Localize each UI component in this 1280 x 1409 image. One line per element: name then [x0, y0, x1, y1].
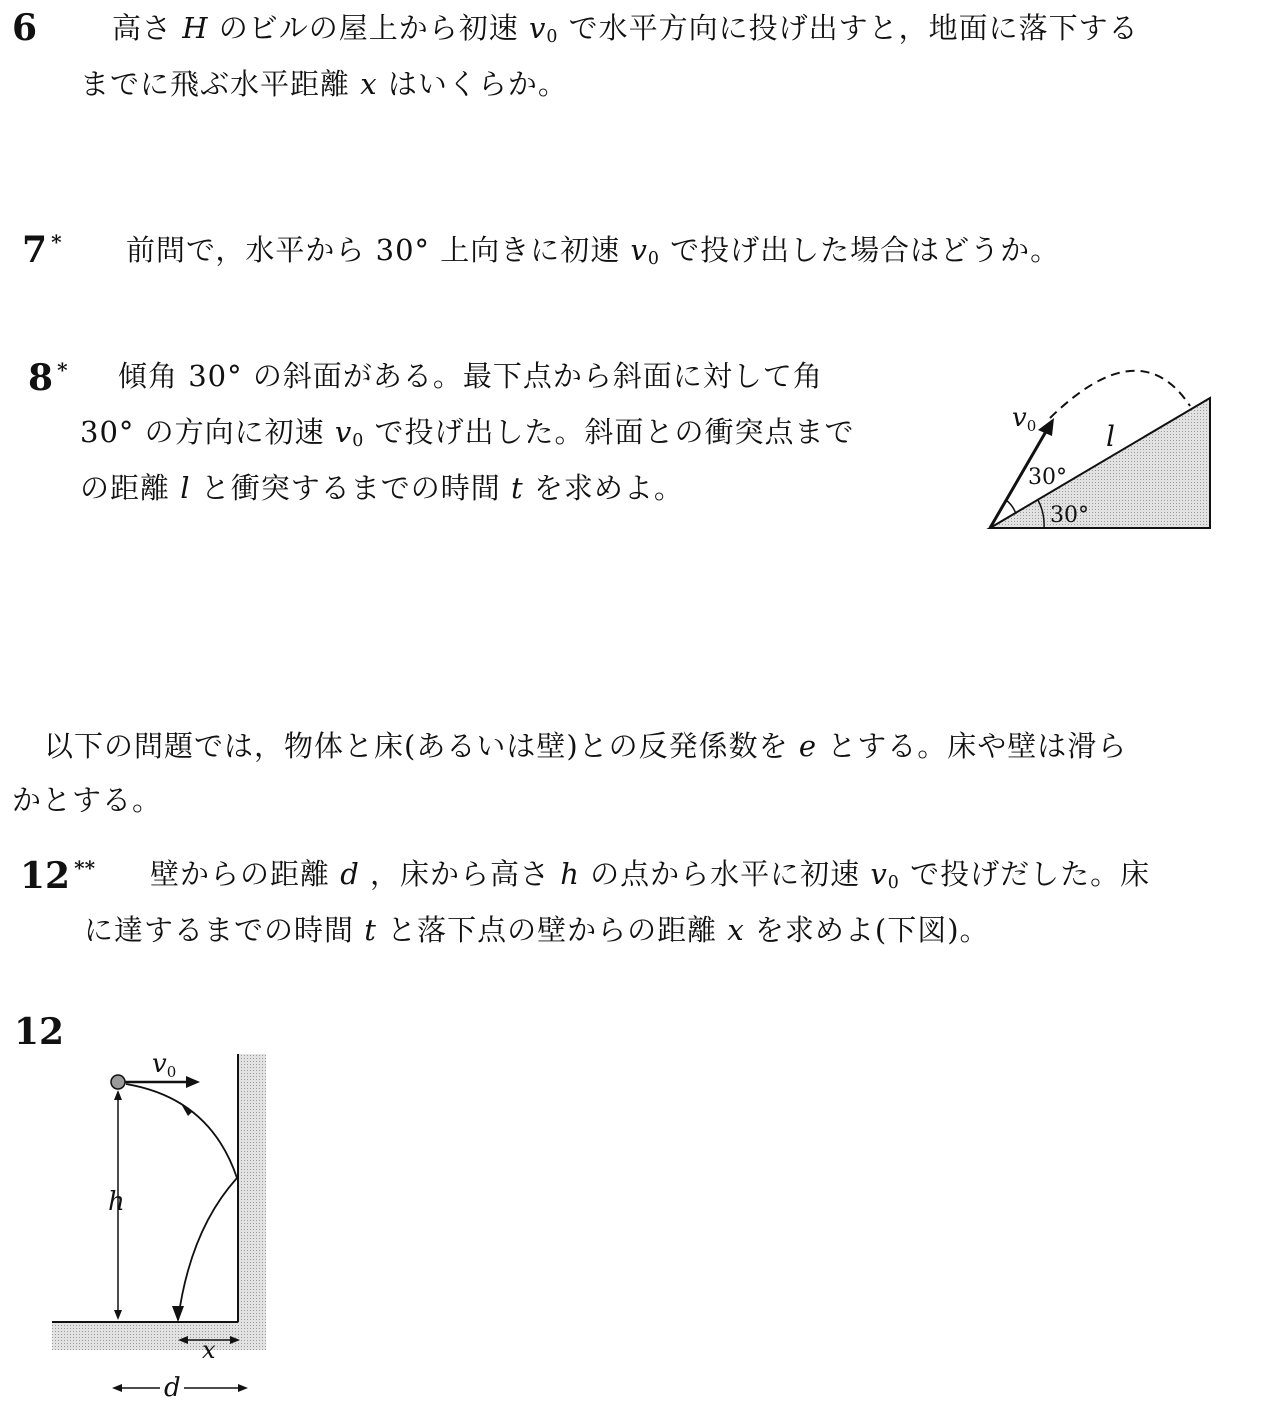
problem-7-var-v-sub: 0: [647, 249, 660, 269]
problem-8-text-1: 傾角 30° の斜面がある。最下点から斜面に対して角: [118, 359, 823, 393]
problem-6-line-2: [80, 67, 568, 101]
problem-12-text-2c: を求めよ(下図)。: [754, 913, 990, 947]
problem-6-var-v0: [529, 11, 558, 45]
problem-7-var-v0: [630, 233, 659, 267]
fig12-x-label: x: [202, 1336, 216, 1364]
problem-7-text-1a: 前問で，水平から 30° 上向きに初速: [126, 233, 621, 267]
problem-8-line-3: [80, 471, 684, 505]
problem-12-var-h: h: [560, 857, 580, 891]
problem-6-number-text: 6: [12, 7, 38, 49]
problem-12-text-2a: に達するまでの時間: [84, 913, 355, 947]
problem-6-var-v: v: [528, 11, 547, 45]
d-arrowhead-left: [112, 1384, 122, 1392]
problem-8-text-2b: で投げ出した。斜面との衝突点まで: [374, 415, 855, 449]
problem-12-var-d: d: [340, 857, 360, 891]
problem-12-text-1a: 壁からの距離: [150, 857, 331, 891]
problem-8-var-v0: [335, 415, 364, 449]
problem-6-var-x: x: [360, 67, 378, 101]
problem-6-line-1: [112, 11, 1139, 47]
problem-12-number: [20, 855, 96, 897]
fig12-h-label: h: [108, 1187, 125, 1217]
height-arrowhead-bottom: [114, 1310, 122, 1320]
problem-12-text-1b: ，床から高さ: [370, 857, 551, 891]
trajectory-arrowhead-2: [172, 1306, 184, 1322]
problem-7-number: [22, 229, 62, 271]
problem-6-text-2a: までに飛ぶ水平距離: [80, 67, 351, 101]
problem-7-text-1b: で投げ出した場合はどうか。: [670, 233, 1061, 267]
problem-7-var-v: v: [630, 233, 648, 267]
fig12-d-label: d: [164, 1373, 181, 1400]
problem-7-number-text: 7: [22, 229, 48, 271]
problem-6-number: [12, 7, 38, 49]
problem-6-text-1c: で水平方向に投げ出すと，地面に落下する: [568, 11, 1139, 45]
fig8-v0-label: v0: [1012, 403, 1037, 435]
problem-8-text-3b: と衝突するまでの時間: [200, 471, 501, 505]
problem-8-text-3c: を求めよ。: [533, 471, 684, 505]
problem-8-var-v: v: [334, 415, 353, 449]
problem-8-text-3a: の距離: [80, 471, 171, 505]
problem-12-var-v-sub: 0: [887, 873, 900, 893]
problem-8-var-v-sub: 0: [352, 431, 365, 451]
height-arrowhead-top: [114, 1090, 122, 1100]
problem-6-text-2b: はいくらか。: [387, 67, 568, 101]
problem-12-line-1: [150, 857, 1151, 893]
launch-angle-arc: [1006, 500, 1016, 514]
intro-var-e: e: [798, 729, 818, 763]
fig8-incline-angle-label: 30°: [1050, 503, 1089, 528]
problem-8-line-2: [80, 415, 855, 451]
floor: [52, 1322, 266, 1350]
trajectory-to-wall: [126, 1084, 237, 1178]
problem-7-line-1: [126, 233, 1061, 269]
problem-6-text-1a: 高さ: [112, 11, 173, 45]
problem-12-var-v0: [870, 857, 899, 891]
intro-text-1b: とする。床や壁は滑ら: [827, 729, 1128, 763]
projectile-trajectory: [1050, 371, 1190, 418]
ball: [111, 1075, 125, 1089]
problem-12-stars: **: [74, 856, 96, 880]
problem-8-number: [28, 357, 68, 399]
problem-6-text-1b: のビルの屋上から初速: [218, 11, 519, 45]
problem-8-var-l: l: [180, 471, 191, 505]
problem-6-var-v-sub: 0: [546, 27, 559, 47]
trajectory-after-bounce: [178, 1178, 237, 1320]
problem-12-text-2b: と落下点の壁からの距離: [387, 913, 718, 947]
figure-12-wall-diagram: [40, 1040, 290, 1400]
v0-arrowhead: [186, 1076, 200, 1088]
problem-12-line-2: [84, 913, 990, 947]
fig12-v0-label: v0: [152, 1049, 177, 1081]
problem-6-var-H: H: [182, 11, 209, 45]
problem-7-stars: *: [51, 230, 62, 254]
problem-12-number-text: 12: [20, 855, 71, 897]
fig8-l-label: l: [1106, 420, 1115, 453]
figure-8-incline-diagram: [960, 350, 1230, 550]
figure-12-caption-text: 12: [14, 1011, 65, 1053]
problem-12-var-t: t: [364, 913, 377, 947]
problem-12-text-1c: の点から水平に初速: [590, 857, 861, 891]
intro-text-2: かとする。: [12, 783, 163, 817]
intro-text-1a: 以下の問題では，物体と床(あるいは壁)との反発係数を: [44, 729, 789, 763]
problem-8-var-t: t: [510, 471, 524, 505]
intro-line-2: [12, 783, 163, 817]
velocity-arrowhead: [1038, 418, 1054, 436]
wall: [238, 1054, 266, 1350]
problem-8-text-2a: 30° の方向に初速: [80, 415, 325, 449]
problem-12-text-1d: で投げだした。床: [910, 857, 1151, 891]
problem-12-var-x: x: [727, 913, 745, 947]
problem-8-line-1: [118, 359, 823, 393]
fig8-launch-angle-label: 30°: [1028, 465, 1067, 490]
intro-line-1: [44, 729, 1128, 763]
d-arrowhead-right: [238, 1384, 248, 1392]
problem-12-var-v: v: [870, 857, 888, 891]
problem-8-number-text: 8: [28, 357, 54, 399]
problem-8-stars: *: [57, 358, 68, 382]
